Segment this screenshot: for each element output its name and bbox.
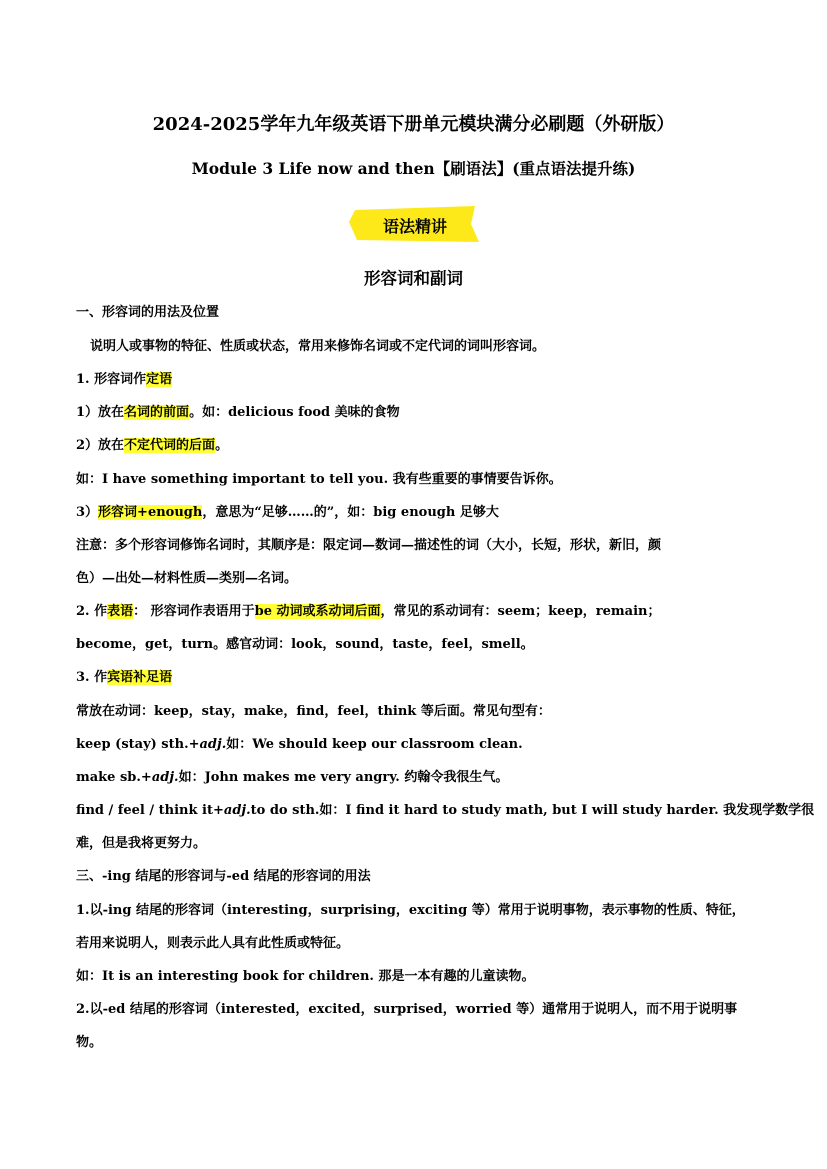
page-title: 2024-2025学年九年级英语下册单元模块满分必刷题（外研版）: [152, 114, 675, 135]
text-segment: 2）放在: [76, 438, 125, 453]
complement-verbs: 常放在动词：keep，stay，make，find，feel，think 等后面。常见句型有：: [76, 704, 551, 719]
section-heading: 形容词和副词: [364, 269, 463, 288]
text-segment: make sb.+: [76, 770, 152, 785]
definition-text: 说明人或事物的特征、性质或状态，常用来修饰名词或不定代词的词叫形容词。: [90, 339, 546, 354]
text-segment: 3. 作: [76, 670, 108, 685]
text-segment: 。: [215, 438, 229, 453]
text-segment: 1. 形容词作: [76, 372, 147, 387]
point-3-complement: [76, 669, 756, 687]
pattern-find: [76, 802, 815, 820]
highlight-segment: 形容词+enough: [98, 505, 203, 520]
text-segment: ，常见的系动词有：seem；keep，remain；: [380, 604, 661, 619]
page-subtitle: Module 3 Life now and then【刷语法】(重点语法提升练): [191, 159, 636, 178]
heading-ing-ed: 三、-ing 结尾的形容词与-ed 结尾的形容词的用法: [76, 869, 371, 884]
heading-adjective-usage: 一、形容词的用法及位置: [76, 305, 220, 320]
text-segment: find / feel / think it+: [76, 803, 224, 818]
text-segment: to do sth.如：I find it hard to study math, but I will study harder. 我发现学数学很: [250, 803, 815, 818]
text-segment: 1）放在: [76, 405, 125, 420]
text-segment: 。如：delicious food 美味的食物: [189, 405, 400, 420]
pattern-make: [76, 769, 756, 787]
ing-example: 如：It is an interesting book for children. 那是一本有趣的儿童读物。: [76, 969, 535, 984]
highlight-segment: 不定代词的后面: [124, 438, 216, 453]
highlight-segment: 定语: [146, 372, 173, 387]
note-order-line1: 注意：多个形容词修饰名词时，其顺序是：限定词—数词—描述性的词（大小，长短，形状，新旧，颜: [76, 538, 662, 553]
text-segment: 2. 作: [76, 604, 108, 619]
text-segment: 3）: [76, 505, 99, 520]
highlight-segment: 宾语补足语: [107, 670, 173, 685]
text-segment: ，意思为“足够……的”，如：big enough 足够大: [202, 505, 499, 520]
text-segment: 如：John makes me very angry. 约翰令我很生气。: [178, 770, 509, 785]
text-segment: 如：We should keep our classroom clean.: [226, 737, 523, 752]
section-badge: [349, 204, 481, 244]
highlight-segment: 名词的前面: [124, 405, 190, 420]
highlight-segment: be 动词或系动词后面: [254, 604, 381, 619]
text-segment: keep (stay) sth.+: [76, 737, 200, 752]
example-sentence: 如：I have something important to tell you. 我有些重要的事情要告诉你。: [76, 472, 562, 487]
rule-enough: [76, 504, 756, 522]
linking-verbs-list: become，get，turn。感官动词：look，sound，taste，feel，smell。: [76, 637, 534, 652]
point-2-predicative: [76, 603, 756, 621]
italic-segment: adj.: [151, 770, 179, 785]
text-segment: ： 形容词作表语用于: [133, 604, 255, 619]
pattern-keep: [76, 736, 756, 754]
italic-segment: adj.: [223, 803, 251, 818]
note-order-line2: 色）—出处—材料性质—类别—名词。: [76, 571, 298, 586]
badge-label: 语法精讲: [382, 217, 447, 236]
pattern-find-cont: 难，但是我将更努力。: [76, 836, 207, 851]
ed-rule-line2: 物。: [76, 1035, 103, 1050]
rule-after-pronoun: [76, 437, 756, 455]
ing-rule-line1: 1.以-ing 结尾的形容词（interesting，surprising，exciting 等）常用于说明事物，表示事物的性质、特征，: [76, 903, 745, 918]
highlight-segment: 表语: [107, 604, 134, 619]
point-1-attributive: [76, 371, 756, 389]
ed-rule-line1: 2.以-ed 结尾的形容词（interested，excited，surprised，worried 等）通常用于说明人，而不用于说明事: [76, 1002, 738, 1017]
ing-rule-line2: 若用来说明人，则表示此人具有此性质或特征。: [76, 936, 350, 951]
rule-before-noun: [76, 404, 756, 422]
italic-segment: adj.: [199, 737, 227, 752]
